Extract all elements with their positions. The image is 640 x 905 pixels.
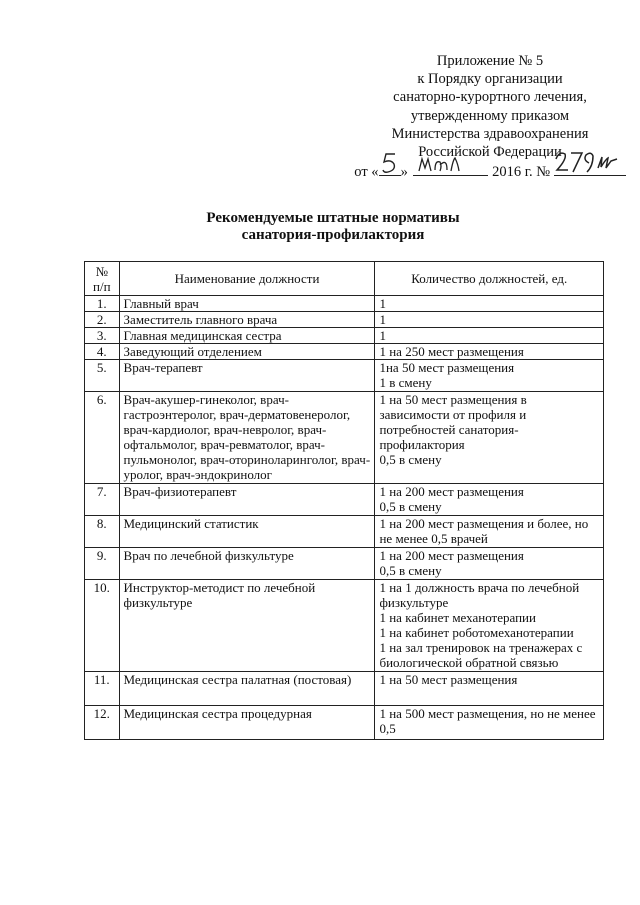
month-blank [413, 161, 488, 176]
table-row [85, 548, 604, 580]
quantity-line: 1 на 50 мест размещения [379, 672, 518, 687]
position-name: Главный врач [119, 296, 375, 312]
row-number: 5. [85, 360, 120, 392]
row-number: 2. [85, 312, 120, 328]
row-number: 12. [85, 706, 120, 740]
day-blank [379, 161, 401, 176]
handwritten-month [413, 154, 488, 174]
quantity-line: 1 на 1 должность врача по лечебной физкультуре [379, 580, 580, 610]
position-name: Заведующий отделением [119, 344, 375, 360]
appendix-reference-2: санаторно-курортного лечения, [393, 89, 587, 106]
quantity-line: 1 на зал тренировок на тренажерах с биологической обратной связью [379, 640, 583, 670]
header-num-label: № п/п [93, 263, 111, 294]
date-mid: » [400, 164, 408, 181]
quantity-line: 0,5 в смену [379, 563, 442, 578]
header-num [85, 262, 120, 296]
table-header-row [85, 262, 604, 296]
table-row [85, 706, 604, 740]
position-quantity [375, 706, 604, 740]
position-quantity [375, 516, 604, 548]
row-number: 3. [85, 328, 120, 344]
position-quantity [375, 392, 604, 484]
header-quantity: Количество должностей, ед. [375, 262, 604, 296]
quantity-line: 0,5 в смену [379, 452, 442, 467]
table-row [85, 484, 604, 516]
position-quantity [375, 312, 604, 328]
position-quantity [375, 484, 604, 516]
handwritten-day [379, 152, 401, 174]
appendix-ministry: Министерства здравоохранения [391, 125, 589, 142]
quantity-line: 1 на 200 мест размещения [379, 484, 524, 499]
row-number: 11. [85, 672, 120, 706]
row-number: 7. [85, 484, 120, 516]
date-prefix: от « [354, 164, 379, 181]
position-quantity [375, 580, 604, 672]
position-name: Инструктор-методист по лечебной физкультуре [119, 580, 375, 672]
position-quantity [375, 344, 604, 360]
table-body [85, 296, 604, 740]
appendix-reference-3: утвержденному приказом [410, 107, 570, 124]
table-row [85, 328, 604, 344]
position-name: Заместитель главного врача [119, 312, 375, 328]
position-name: Врач-терапевт [119, 360, 375, 392]
position-name: Главная медицинская сестра [119, 328, 375, 344]
quantity-line: 1 на 250 мест размещения [379, 344, 524, 359]
table-row [85, 392, 604, 484]
order-date-line [340, 161, 640, 181]
table-row [85, 312, 604, 328]
quantity-line: 1 на 500 мест размещения, но не менее 0,5 [379, 706, 596, 736]
quantity-line: 0,5 в смену [379, 499, 442, 514]
quantity-line: 1 в смену [379, 375, 432, 390]
position-name: Медицинская сестра палатная (постовая) [119, 672, 375, 706]
quantity-line: 1 на 50 мест размещения в зависимости от профиля и потребностей санатория-профилактория [379, 392, 527, 452]
table-row [85, 516, 604, 548]
handwritten-number [554, 150, 626, 174]
table-row [85, 672, 604, 706]
quantity-line: 1 [379, 328, 386, 343]
year-text: 2016 г. № [492, 164, 551, 181]
appendix-header [340, 52, 640, 181]
table-row [85, 344, 604, 360]
row-number: 9. [85, 548, 120, 580]
position-name: Врач по лечебной физкультуре [119, 548, 375, 580]
title-line-2: санатория-профилактория [241, 227, 425, 243]
table-row [85, 360, 604, 392]
quantity-line: 1 [379, 312, 386, 327]
table-row [85, 580, 604, 672]
staff-standards-table [84, 261, 604, 740]
position-name: Врач-физиотерапевт [119, 484, 375, 516]
position-name: Медицинская сестра процедурная [119, 706, 375, 740]
row-number: 1. [85, 296, 120, 312]
appendix-reference: к Порядку организации [417, 71, 563, 88]
position-name: Врач-акушер-гинеколог, врач-гастроэнтеролог, врач-дерматовенеролог, врач-кардиолог, врач-невролог, врач-офтальмолог, врач-ревматолог, врач-пульмонолог, врач-оториноларинголог, врач-уролог, врач-эндокринолог [119, 392, 375, 484]
quantity-line: 1 на 200 мест размещения и более, но не менее 0,5 врачей [379, 516, 589, 546]
position-quantity [375, 328, 604, 344]
header-position: Наименование должности [119, 262, 375, 296]
quantity-line: 1 на кабинет роботомеханотерапии [379, 625, 574, 640]
position-quantity [375, 672, 604, 706]
quantity-line: 1на 50 мест размещения [379, 360, 515, 375]
quantity-line: 1 [379, 296, 386, 311]
quantity-line: 1 на 200 мест размещения [379, 548, 524, 563]
table-row [85, 296, 604, 312]
position-quantity [375, 548, 604, 580]
number-blank [554, 161, 626, 176]
row-number: 10. [85, 580, 120, 672]
position-name: Медицинский статистик [119, 516, 375, 548]
appendix-number: Приложение № 5 [436, 53, 544, 69]
quantity-line: 1 на кабинет механотерапии [379, 610, 536, 625]
row-number: 6. [85, 392, 120, 484]
position-quantity [375, 360, 604, 392]
title-line-1: Рекомендуемые штатные нормативы [206, 210, 460, 226]
appendix-federation: Российской Федерации [418, 144, 562, 161]
row-number: 4. [85, 344, 120, 360]
document-title [0, 210, 640, 244]
position-quantity [375, 296, 604, 312]
row-number: 8. [85, 516, 120, 548]
